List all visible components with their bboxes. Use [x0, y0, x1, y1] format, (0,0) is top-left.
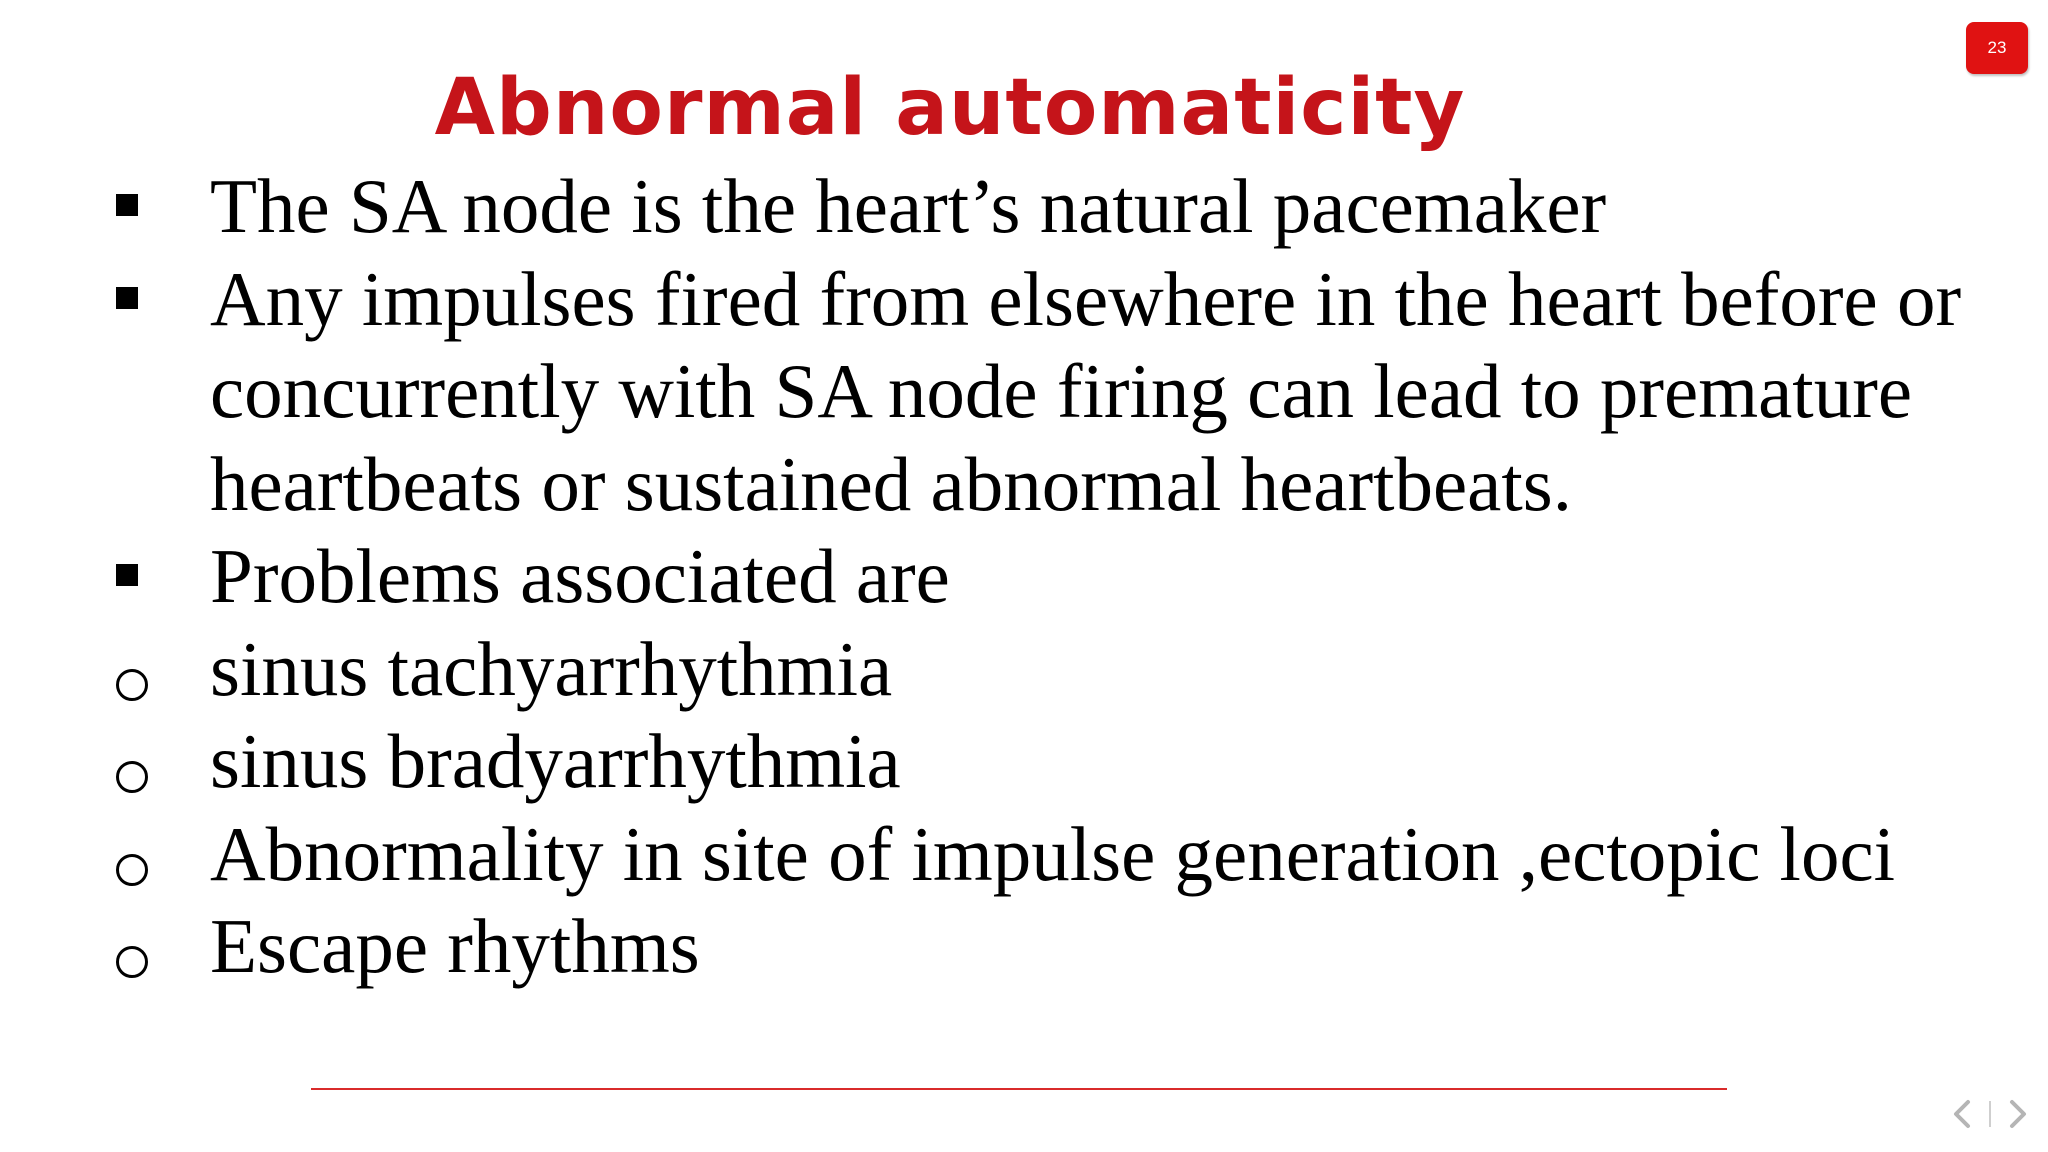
list-item: [0, 530, 2000, 623]
list-item-text: sinus bradyarrhythmia: [210, 718, 901, 804]
list-item-text: Abnormality in site of impulse generation ,ectopic loci: [210, 810, 1896, 897]
list-item: [0, 160, 2000, 253]
list-item: [0, 715, 2000, 808]
list-item-text: The SA node is the heart’s natural pacemaker: [210, 163, 1607, 249]
slide-title: Abnormal automaticity: [434, 63, 1466, 153]
page-number-badge: 23: [1966, 22, 2028, 74]
square-bullet-icon: [116, 564, 138, 586]
footer-divider: [311, 1088, 1727, 1090]
list-item: [0, 623, 2000, 716]
list-item-text: Any impulses fired from elsewhere in the heart before or concurrently with SA node firing can lead to premature heartbeats or sustained abnormal heartbeats.: [210, 255, 1962, 527]
chevron-right-icon[interactable]: [2006, 1098, 2030, 1130]
circle-bullet-icon: [116, 854, 148, 886]
list-item-text: Problems associated are: [210, 533, 950, 619]
nav-separator: [1989, 1101, 1991, 1127]
list-item: [0, 253, 2000, 531]
slide-navigation: [1950, 1094, 2030, 1134]
list-item: [0, 900, 2000, 993]
list-item-text: Escape rhythms: [210, 903, 700, 989]
circle-bullet-icon: [116, 669, 148, 701]
square-bullet-icon: [116, 287, 138, 309]
chevron-left-icon[interactable]: [1950, 1098, 1974, 1130]
square-bullet-icon: [116, 194, 138, 216]
circle-bullet-icon: [116, 761, 148, 793]
list-item: [0, 808, 2000, 901]
list-item-text: sinus tachyarrhythmia: [210, 625, 893, 712]
circle-bullet-icon: [116, 946, 148, 978]
bullet-list: [0, 160, 2000, 993]
